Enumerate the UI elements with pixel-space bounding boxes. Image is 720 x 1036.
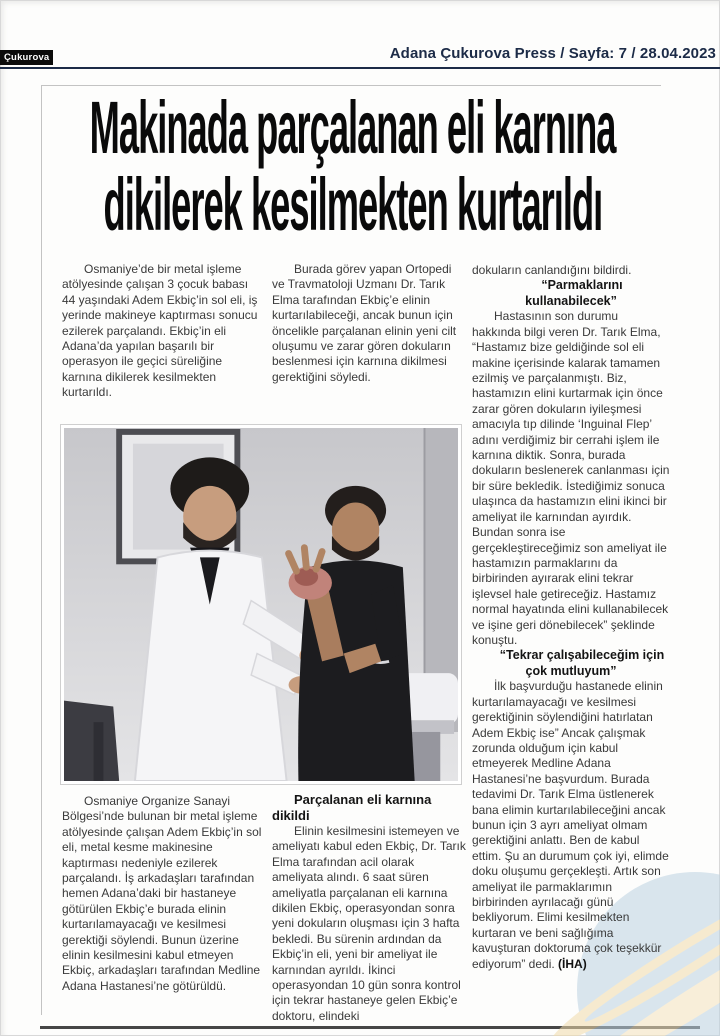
paragraph: Burada görev yapan Ortopedi ve Travmatoloji Uzmanı Dr. Tarık Elma tarafından Ekbiç’e elinin kurtarılabileceği, ancak bunun için öncelikle parçalanan elinin yeni cilt oluşumu ve zarar gören dokuların beslenmesi için karnına dikilmesi gerektiğini söyledi. <box>272 262 457 384</box>
column-2-top <box>272 262 464 385</box>
paragraph: Elinin kesilmesini istemeyen ve ameliyatı kabul eden Ekbiç, Dr. Tarık Elma tarafından acil olarak ameliyata alındı. 6 saat süren ameliyatla parçalanan eli karnına dikilen Ekbiç, operasyondan sonra yeni dokuların oluşması için 3 hafta bekledi. Bu sürenin ardından da Ekbiç’in eli, yeni bir ameliyat ile karnından ayrıldı. İkinci operasyondan 10 gün sonra kontrol için tekrar hastaneye gelen Ekbiç’e doktoru, elindeki <box>272 824 466 1023</box>
headline-line-1: Makinada parçalanan eli karnına <box>90 86 616 169</box>
column-1-bottom <box>62 794 262 994</box>
subhead-parcalanan: Parçalanan eli karnına dikildi <box>272 792 432 823</box>
paragraph: dokuların canlandığını bildirdi. <box>472 263 632 277</box>
subhead-tekrar: “Tekrar çalışabileceğim için çok mutluyum” <box>499 648 665 678</box>
newspaper-logo: Çukurova <box>0 50 53 65</box>
paragraph: Hastasının son durumu hakkında bilgi veren Dr. Tarık Elma, “Hastamız bize geldiğinde sol eli makine içerisinde kalarak tamamen ezilmiş ve parçalanmıştı. Biz, hastamızın elini kurtarmak için önce zarar gören dokuların iyileşmesi amacıyla tıp dilinde ‘Inguinal Flep’ adını verdiğimiz bir cerrahi işlem ile karnına diktik. Sonra, burada dokuların beslenerek canlanması için bir süre bekledik. İstediğimiz sonuca ulaşınca da hastamızın elini ikinci bir ameliyat ile karnından ayırdık. Bundan sonra ise gerçekleştireceğimiz son ameliyat ile hastamızın parmaklarını da birbirinden ayırarak elini tekrar işlevsel hale getireceğiz. Hastamız normal hayatında elini kullanabilecek ve işine geri dönebilecek” şeklinde konuştu. <box>472 309 670 647</box>
column-1-top <box>62 262 262 401</box>
article-box-left-border <box>41 85 42 1015</box>
press-header-title: Adana Çukurova Press / Sayfa: 7 / 28.04.2023 <box>389 45 716 62</box>
header-divider-rule <box>0 67 720 69</box>
paragraph: Osmaniye Organize Sanayi Bölgesi’nde bulunan bir metal işleme atölyesinde çalışan Adem Ekbiç’in sol eli, metal kesme makinesine kaptırması nedeniyle ezilerek parçalandı. İş arkadaşları tarafından hemen Adana’daki bir hastaneye götürülen Ekbiç’e burada elinin kurtarılamayacağı ve kesilmesi gerektiği söylendi. Bunun üzerine elinin kesilmesini kabul etmeyen Ekbiç, arkadaşları tarafından Medline Adana Hastanesi’ne götürüldü. <box>62 794 262 993</box>
column-2-bottom <box>272 792 466 1024</box>
article-headline <box>45 86 661 246</box>
agency-credit: (İHA) <box>558 956 587 971</box>
paragraph: Osmaniye’de bir metal işleme atölyesinde çalışan 3 çocuk babası 44 yaşındaki Adem Ekbiç’in sol eli, iş yerinde makineye kaptırması sonucu ezilerek parçalandı. Ekbiç’in eli Adana’da yapılan başarılı bir operasyon ile geçici süreliğine karnına dikilerek kesilmekten kurtarıldı. <box>62 262 258 400</box>
article-photo-illustration <box>64 428 458 781</box>
paragraph: İlk başvurduğu hastanede elinin kurtarılamayacağı ve kesilmesi gerektiğinin söylendiğini hatırlatan Adem Ekbiç ise” Ancak çalışmak zorunda olduğum için kabul etmeyerek Medline Adana Hastanesi’ne başvurdum. Burada tedavimi Dr. Tarık Elma üstlenerek bana elimin kurtarılabileceğini ancak bunun için 3 ayrı ameliyat olmam gerektiğini anlattı. Ben de kabul ettim. Şu an durumum çok iyi, elimde doku oluşumu gerçekleşti. Artık son ameliyat ile parmaklarımın birbirinden ayrılacağı günü bekliyorum. Elimi kesilmekten kurtaran ve beni sağlığıma kavuşturan doktoruma çok teşekkür ediyorum” dedi. (İHA) <box>472 679 669 971</box>
article-photo <box>60 424 462 785</box>
subhead-parmaklarini: “Parmaklarını kullanabilecek” <box>525 278 623 308</box>
headline-line-2: dikilerek kesilmekten kurtarıldı <box>103 163 603 246</box>
column-3 <box>472 263 670 972</box>
